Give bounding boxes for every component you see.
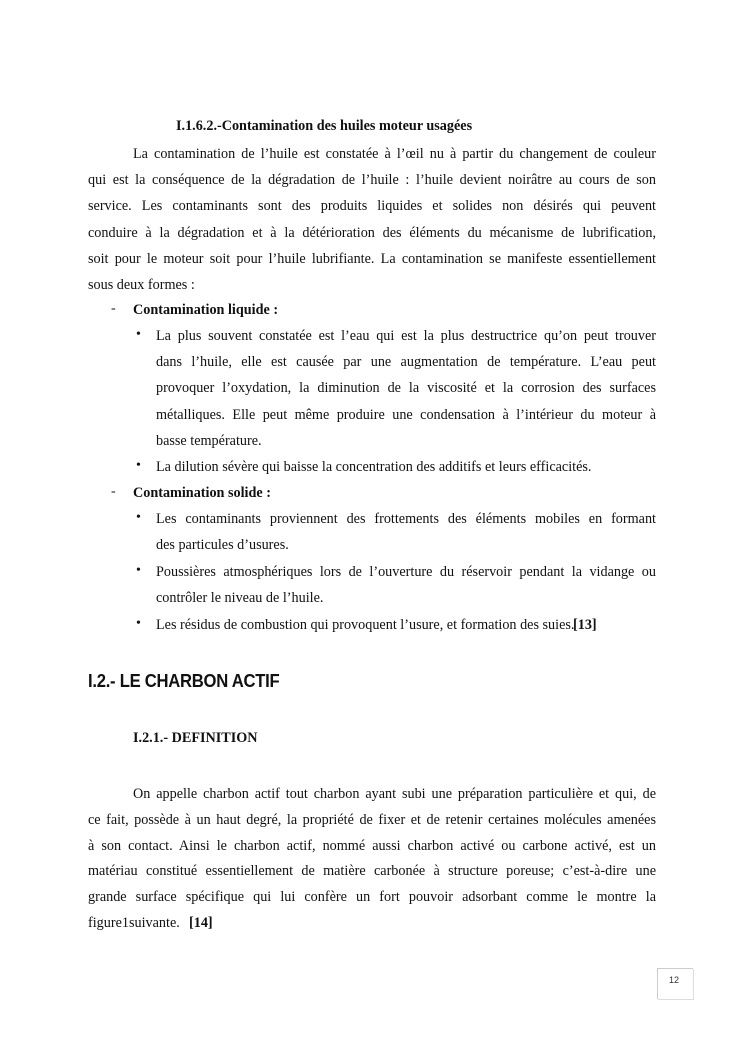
paragraph-line: sous deux formes : [88, 277, 195, 293]
paragraph-line: soit pour le moteur soit pour l’huile lubrifiante. La contamination se manifeste essentiellement [88, 250, 656, 267]
subsection-heading: I.2.1.- DEFINITION [133, 730, 258, 746]
paragraph-line: matériau constitué essentiellement de matière carbonée à structure poreuse; c’est-à-dire une [88, 863, 656, 880]
paragraph-line: qui est la conséquence de la dégradation de l’huile : l’huile devient noirâtre au cours de son [88, 172, 656, 189]
paragraph-line: conduire à la dégradation et à la détérioration des éléments du mécanisme de lubrification, [88, 224, 656, 241]
bullet-icon: • [136, 327, 141, 342]
bullet-item-line: La dilution sévère qui baisse la concentration des additifs et leurs efficacités. [156, 459, 592, 475]
bullet-item-line: Les résidus de combustion qui provoquent l’usure, et formation des suies. [156, 617, 575, 633]
bullet-item-line: Les contaminants proviennent des frottements des éléments mobiles en formant [156, 511, 656, 527]
paragraph-line: La contamination de l’huile est constatée à l’œil nu à partir du changement de couleur [133, 146, 656, 162]
paragraph-line: à son contact. Ainsi le charbon actif, nommé aussi charbon activé ou carbone activé, est un [88, 837, 656, 854]
solid-dash: - [111, 484, 116, 499]
bullet-icon: • [136, 563, 141, 578]
bullet-icon: • [136, 458, 141, 473]
paragraph-line: figure1suivante. [88, 915, 180, 931]
page-number: 12 [669, 975, 680, 985]
bullet-item-line: contrôler le niveau de l’huile. [156, 590, 324, 607]
bullet-item-line: La plus souvent constatée est l’eau qui est la plus destructrice qu’on peut trouver [156, 328, 656, 344]
bullet-item-line: Poussières atmosphériques lors de l’ouverture du réservoir pendant la vidange ou [156, 564, 656, 580]
liquid-dash: - [111, 301, 116, 316]
bullet-item-line: provoquer l’oxydation, la diminution de la viscosité et la corrosion des surfaces [156, 380, 656, 397]
section-heading: I.1.6.2.-Contamination des huiles moteur usagées [176, 118, 473, 134]
bullet-item-line: basse température. [156, 432, 262, 449]
paragraph-line: grande surface spécifique qui lui confère un fort pouvoir adsorbant comme le montre la [88, 889, 656, 906]
citation-13: [13] [573, 617, 597, 633]
bullet-icon: • [136, 616, 141, 631]
paragraph-line: On appelle charbon actif tout charbon ayant subi une préparation particulière et qui, de [133, 786, 656, 802]
paragraph-line: service. Les contaminants sont des produits liquides et solides non désirés qui peuvent [88, 198, 656, 215]
bullet-item-line: des particules d’usures. [156, 537, 289, 554]
chapter-heading: I.2.- LE CHARBON ACTIF [88, 670, 280, 691]
citation-14: [14] [189, 915, 213, 931]
paragraph-line: ce fait, possède à un haut degré, la propriété de fixer et de retenir certaines molécules amenées [88, 811, 656, 828]
bullet-item-line: métalliques. Elle peut même produire une condensation à l’intérieur du moteur à [156, 406, 656, 423]
liquid-contamination-label: Contamination liquide : [133, 302, 279, 318]
solid-contamination-label: Contamination solide : [133, 485, 271, 501]
bullet-item-line: dans l’huile, elle est causée par une augmentation de température. L’eau peut [156, 354, 656, 371]
bullet-icon: • [136, 510, 141, 525]
